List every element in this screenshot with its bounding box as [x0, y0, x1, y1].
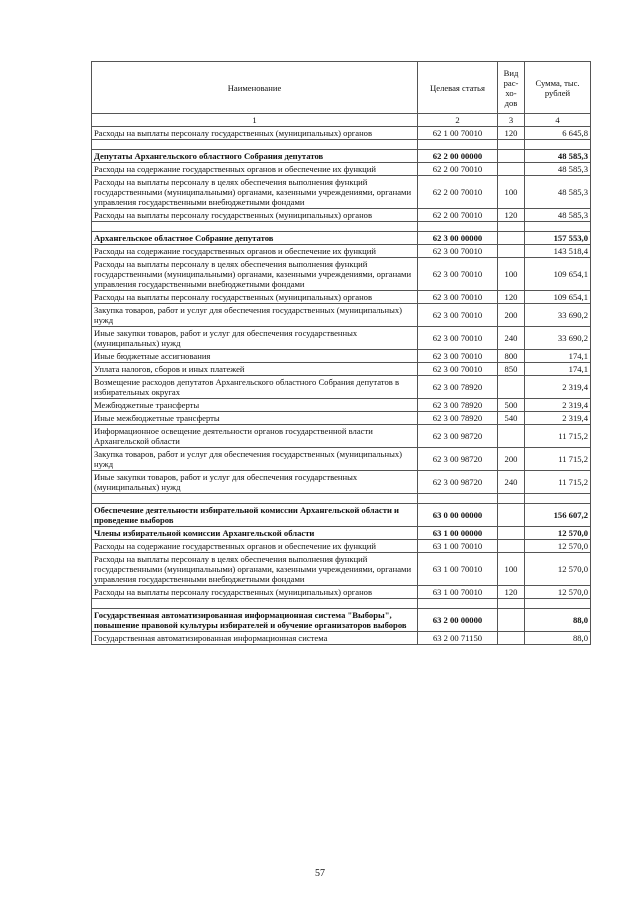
spacer-cell	[418, 140, 498, 150]
vid-cell: 850	[498, 363, 525, 376]
target-cell: 62 3 00 70010	[418, 291, 498, 304]
target-cell: 62 3 00 70010	[418, 258, 498, 291]
sum-cell: 109 654,1	[525, 258, 591, 291]
sum-cell: 6 645,8	[525, 127, 591, 140]
sum-cell: 48 585,3	[525, 163, 591, 176]
target-cell: 62 2 00 00000	[418, 150, 498, 163]
target-cell: 62 3 00 00000	[418, 232, 498, 245]
target-cell: 62 2 00 70010	[418, 163, 498, 176]
column-number: 1	[92, 114, 418, 127]
name-cell: Расходы на выплаты персоналу в целях обеспечения выполнения функций государственными (муниципальными) органами, казенными учреждениями, органами управления государственными внебюджетными фондами	[92, 176, 418, 209]
spacer-cell	[92, 222, 418, 232]
sum-cell: 33 690,2	[525, 304, 591, 327]
name-cell: Члены избирательной комиссии Архангельской области	[92, 527, 418, 540]
sum-cell: 174,1	[525, 350, 591, 363]
table-row	[92, 258, 591, 291]
name-cell: Расходы на содержание государственных органов и обеспечение их функций	[92, 540, 418, 553]
vid-cell: 240	[498, 471, 525, 494]
sum-cell: 48 585,3	[525, 209, 591, 222]
table-row	[92, 245, 591, 258]
spacer-cell	[525, 140, 591, 150]
name-cell: Государственная автоматизированная информационная система	[92, 632, 418, 645]
table-row	[92, 632, 591, 645]
name-cell: Закупка товаров, работ и услуг для обеспечения государственных (муниципальных) нужд	[92, 448, 418, 471]
spacer-cell	[92, 599, 418, 609]
target-cell: 62 3 00 70010	[418, 327, 498, 350]
name-cell: Информационное освещение деятельности органов государственной власти Архангельской области	[92, 425, 418, 448]
vid-cell	[498, 504, 525, 527]
table-row	[92, 471, 591, 494]
name-cell: Иные закупки товаров, работ и услуг для обеспечения государственных (муниципальных) нужд	[92, 327, 418, 350]
name-cell: Депутаты Архангельского областного Собрания депутатов	[92, 150, 418, 163]
section-row	[92, 527, 591, 540]
sum-cell: 12 570,0	[525, 586, 591, 599]
spacer-cell	[498, 494, 525, 504]
spacer-row	[92, 222, 591, 232]
name-cell: Закупка товаров, работ и услуг для обеспечения государственных (муниципальных) нужд	[92, 304, 418, 327]
table-row	[92, 327, 591, 350]
name-cell: Уплата налогов, сборов и иных платежей	[92, 363, 418, 376]
sum-cell: 109 654,1	[525, 291, 591, 304]
page-number: 57	[315, 868, 325, 879]
section-row	[92, 150, 591, 163]
target-cell: 63 0 00 00000	[418, 504, 498, 527]
sum-cell: 143 518,4	[525, 245, 591, 258]
target-cell: 62 3 00 70010	[418, 304, 498, 327]
vid-cell: 100	[498, 258, 525, 291]
table-row	[92, 553, 591, 586]
vid-cell: 120	[498, 127, 525, 140]
sum-cell: 12 570,0	[525, 540, 591, 553]
table-row	[92, 586, 591, 599]
target-cell: 62 3 00 70010	[418, 363, 498, 376]
name-cell: Возмещение расходов депутатов Архангельского областного Собрания депутатов в избирательных округах	[92, 376, 418, 399]
column-number: 3	[498, 114, 525, 127]
name-cell: Иные закупки товаров, работ и услуг для обеспечения государственных (муниципальных) нужд	[92, 471, 418, 494]
table-row	[92, 540, 591, 553]
target-cell: 63 2 00 00000	[418, 609, 498, 632]
target-cell: 62 3 00 70010	[418, 245, 498, 258]
sum-cell: 2 319,4	[525, 376, 591, 399]
column-number: 4	[525, 114, 591, 127]
header-sum: Сумма, тыс. рублей	[525, 62, 591, 114]
target-cell: 63 2 00 71150	[418, 632, 498, 645]
vid-cell	[498, 163, 525, 176]
vid-cell: 240	[498, 327, 525, 350]
section-row	[92, 504, 591, 527]
table-row	[92, 399, 591, 412]
name-cell: Иные межбюджетные трансферты	[92, 412, 418, 425]
table-row	[92, 291, 591, 304]
target-cell: 63 1 00 70010	[418, 553, 498, 586]
sum-cell: 48 585,3	[525, 150, 591, 163]
sum-cell: 88,0	[525, 632, 591, 645]
vid-cell: 500	[498, 399, 525, 412]
header-target: Целевая статья	[418, 62, 498, 114]
target-cell: 62 2 00 70010	[418, 209, 498, 222]
table-row	[92, 363, 591, 376]
name-cell: Расходы на выплаты персоналу в целях обеспечения выполнения функций государственными (муниципальными) органами, казенными учреждениями, органами управления государственными внебюджетными фондами	[92, 553, 418, 586]
spacer-row	[92, 494, 591, 504]
column-number-row	[92, 114, 591, 127]
vid-cell	[498, 376, 525, 399]
vid-cell: 100	[498, 553, 525, 586]
table-row	[92, 163, 591, 176]
vid-cell: 120	[498, 586, 525, 599]
vid-cell	[498, 527, 525, 540]
spacer-cell	[92, 494, 418, 504]
vid-cell	[498, 609, 525, 632]
name-cell: Расходы на выплаты персоналу в целях обеспечения выполнения функций государственными (муниципальными) органами, казенными учреждениями, органами управления государственными внебюджетными фондами	[92, 258, 418, 291]
name-cell: Расходы на выплаты персоналу государственных (муниципальных) органов	[92, 127, 418, 140]
vid-cell: 800	[498, 350, 525, 363]
target-cell: 62 3 00 98720	[418, 448, 498, 471]
name-cell: Межбюджетные трансферты	[92, 399, 418, 412]
table-row	[92, 425, 591, 448]
sum-cell: 11 715,2	[525, 448, 591, 471]
name-cell: Иные бюджетные ассигнования	[92, 350, 418, 363]
table-row	[92, 176, 591, 209]
section-row	[92, 609, 591, 632]
sum-cell: 2 319,4	[525, 412, 591, 425]
target-cell: 62 2 00 70010	[418, 176, 498, 209]
target-cell: 63 1 00 70010	[418, 540, 498, 553]
vid-cell	[498, 232, 525, 245]
spacer-row	[92, 599, 591, 609]
spacer-cell	[498, 599, 525, 609]
vid-cell	[498, 632, 525, 645]
name-cell: Государственная автоматизированная информационная система "Выборы", повышение правовой культуры избирателей и обучение организаторов выборов	[92, 609, 418, 632]
name-cell: Расходы на выплаты персоналу государственных (муниципальных) органов	[92, 291, 418, 304]
vid-cell: 200	[498, 448, 525, 471]
target-cell: 62 3 00 78920	[418, 412, 498, 425]
vid-cell: 100	[498, 176, 525, 209]
table-row	[92, 127, 591, 140]
target-cell: 63 1 00 70010	[418, 586, 498, 599]
spacer-cell	[525, 494, 591, 504]
spacer-cell	[92, 140, 418, 150]
vid-cell	[498, 245, 525, 258]
vid-cell	[498, 150, 525, 163]
name-cell: Расходы на содержание государственных органов и обеспечение их функций	[92, 245, 418, 258]
target-cell: 62 3 00 78920	[418, 399, 498, 412]
target-cell: 62 3 00 98720	[418, 471, 498, 494]
sum-cell: 11 715,2	[525, 425, 591, 448]
name-cell: Расходы на содержание государственных органов и обеспечение их функций	[92, 163, 418, 176]
budget-table	[91, 61, 591, 645]
target-cell: 62 1 00 70010	[418, 127, 498, 140]
vid-cell: 200	[498, 304, 525, 327]
spacer-cell	[498, 140, 525, 150]
section-row	[92, 232, 591, 245]
vid-cell	[498, 425, 525, 448]
target-cell: 62 3 00 70010	[418, 350, 498, 363]
name-cell: Расходы на выплаты персоналу государственных (муниципальных) органов	[92, 586, 418, 599]
table-row	[92, 304, 591, 327]
table-row	[92, 209, 591, 222]
table-row	[92, 448, 591, 471]
sum-cell: 174,1	[525, 363, 591, 376]
target-cell: 63 1 00 00000	[418, 527, 498, 540]
spacer-cell	[418, 222, 498, 232]
table-row	[92, 412, 591, 425]
table-row	[92, 376, 591, 399]
vid-cell: 120	[498, 209, 525, 222]
vid-cell	[498, 540, 525, 553]
table-body	[92, 127, 591, 645]
target-cell: 62 3 00 78920	[418, 376, 498, 399]
spacer-cell	[525, 222, 591, 232]
name-cell: Обеспечение деятельности избирательной комиссии Архангельской области и проведение выборов	[92, 504, 418, 527]
spacer-cell	[498, 222, 525, 232]
sum-cell: 156 607,2	[525, 504, 591, 527]
sum-cell: 88,0	[525, 609, 591, 632]
sum-cell: 2 319,4	[525, 399, 591, 412]
vid-cell: 540	[498, 412, 525, 425]
spacer-cell	[525, 599, 591, 609]
sum-cell: 12 570,0	[525, 527, 591, 540]
vid-cell: 120	[498, 291, 525, 304]
sum-cell: 48 585,3	[525, 176, 591, 209]
sum-cell: 12 570,0	[525, 553, 591, 586]
sum-cell: 33 690,2	[525, 327, 591, 350]
column-number: 2	[418, 114, 498, 127]
spacer-row	[92, 140, 591, 150]
header-vid: Вид рас-хо-дов	[498, 62, 525, 114]
spacer-cell	[418, 494, 498, 504]
header-name: Наименование	[92, 62, 418, 114]
target-cell: 62 3 00 98720	[418, 425, 498, 448]
table-header-row	[92, 62, 591, 114]
sum-cell: 157 553,0	[525, 232, 591, 245]
name-cell: Расходы на выплаты персоналу государственных (муниципальных) органов	[92, 209, 418, 222]
table-row	[92, 350, 591, 363]
sum-cell: 11 715,2	[525, 471, 591, 494]
name-cell: Архангельское областное Собрание депутатов	[92, 232, 418, 245]
spacer-cell	[418, 599, 498, 609]
